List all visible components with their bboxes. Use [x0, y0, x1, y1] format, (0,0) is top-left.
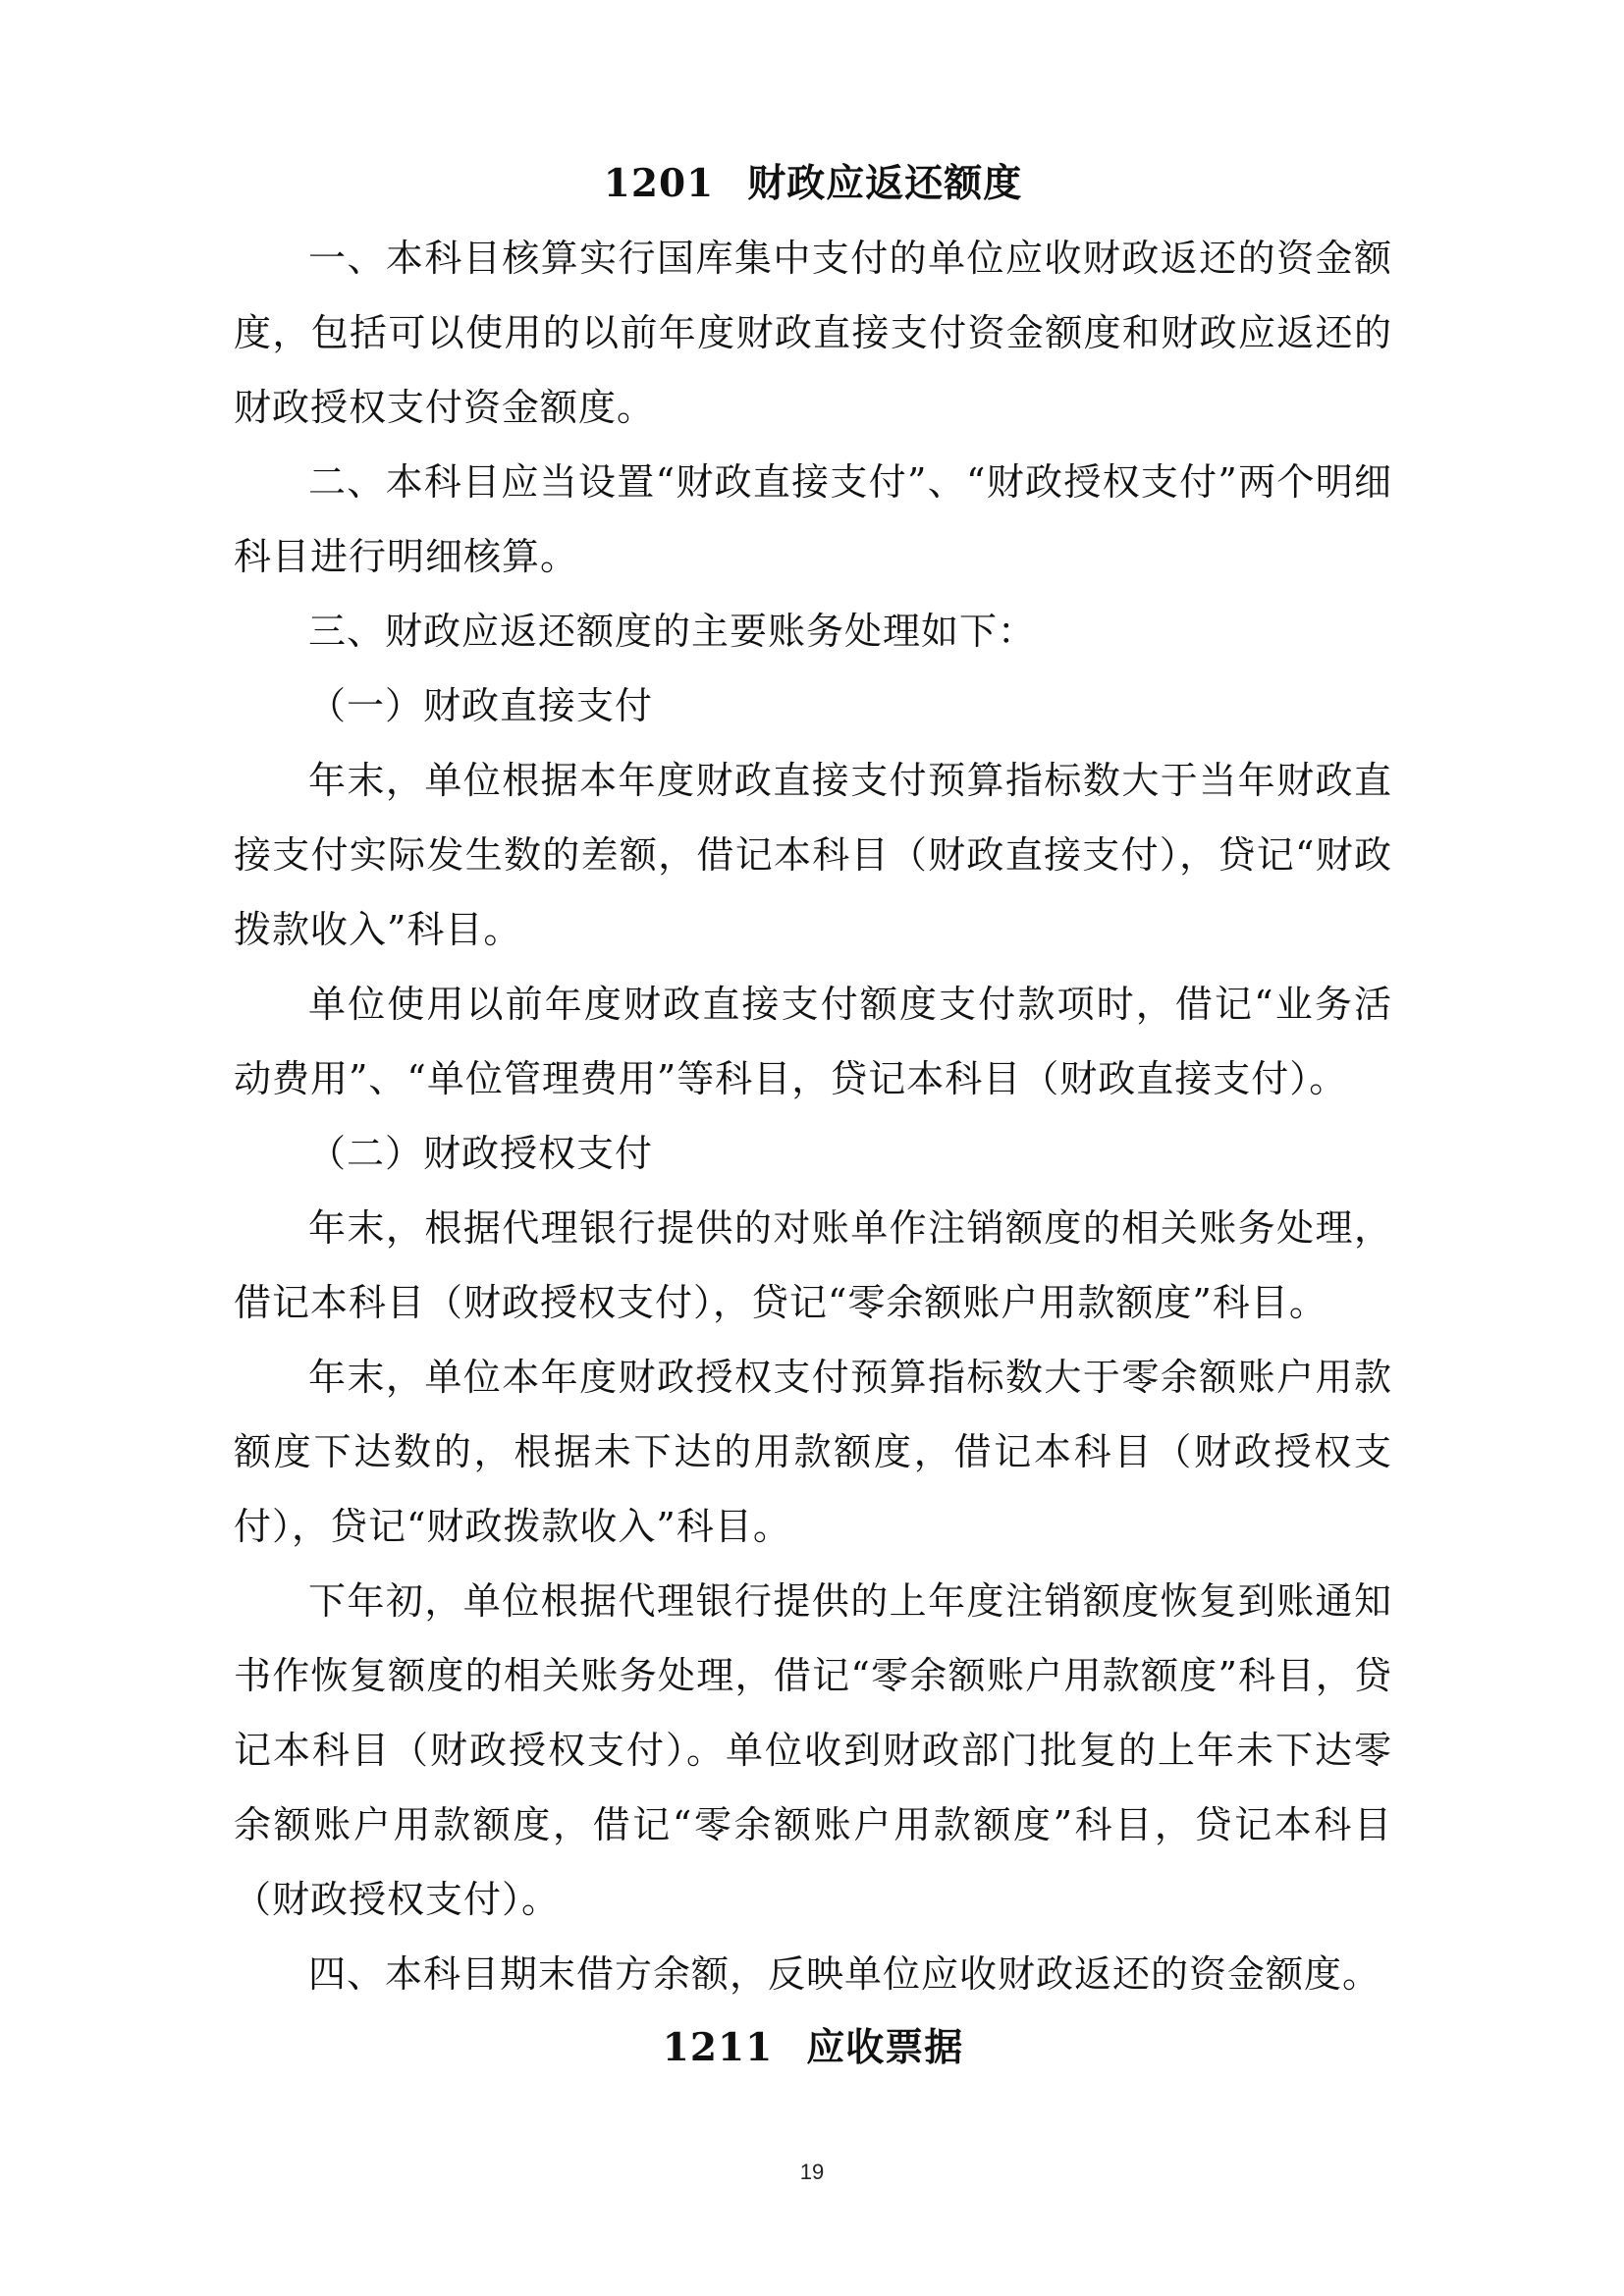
- paragraph-1: 一、本科目核算实行国库集中支付的单位应收财政返还的资金额度，包括可以使用的以前年度财政直接支付资金额度和财政应返还的财政授权支付资金额度。: [234, 237, 1392, 429]
- section-heading-1211: [234, 2011, 1392, 2085]
- paragraph-4: 年末，单位根据本年度财政直接支付预算指标数大于当年财政直接支付实际发生数的差额，借记本科目（财政直接支付），贷记“财政拨款收入”科目。: [234, 759, 1392, 951]
- page-content: [234, 147, 1392, 2085]
- page-number: 19: [799, 2160, 825, 2184]
- paragraph-9: 四、本科目期末借方余额，反映单位应收财政返还的资金额度。: [308, 1952, 1381, 1996]
- section-title: 财政应返还额度: [747, 161, 1023, 206]
- section-code: 1201: [603, 161, 715, 206]
- paragraph-2: 二、本科目应当设置“财政直接支付”、“财政授权支付”两个明细科目进行明细核算。: [234, 460, 1392, 578]
- paragraph-3: 三、财政应返还额度的主要账务处理如下：: [308, 610, 1037, 653]
- section-title: 应收票据: [806, 2025, 964, 2070]
- paragraph-8: 下年初，单位根据代理银行提供的上年度注销额度恢复到账通知书作恢复额度的相关账务处理，借记“零余额账户用款额度”科目，贷记本科目（财政授权支付）。单位收到财政部门批复的上年未下达零余额账户用款额度，借记“零余额账户用款额度”科目，贷记本科目（财政授权支付）。: [234, 1579, 1392, 1921]
- paragraph-5: 单位使用以前年度财政直接支付额度支付款项时，借记“业务活动费用”、“单位管理费用”等科目，贷记本科目（财政直接支付）。: [234, 983, 1392, 1100]
- section-heading-1201: [234, 147, 1392, 221]
- section-code: 1211: [662, 2025, 774, 2070]
- paragraph-6: 年末，根据代理银行提供的对账单作注销额度的相关账务处理，借记本科目（财政授权支付），贷记“零余额账户用款额度”科目。: [234, 1206, 1392, 1324]
- paragraph-7: 年末，单位本年度财政授权支付预算指标数大于零余额账户用款额度下达数的，根据未下达的用款额度，借记本科目（财政授权支付），贷记“财政拨款收入”科目。: [234, 1356, 1392, 1548]
- subheading-direct-payment: （一）财政直接支付: [308, 684, 654, 727]
- subheading-authorized-payment: （二）财政授权支付: [308, 1132, 654, 1175]
